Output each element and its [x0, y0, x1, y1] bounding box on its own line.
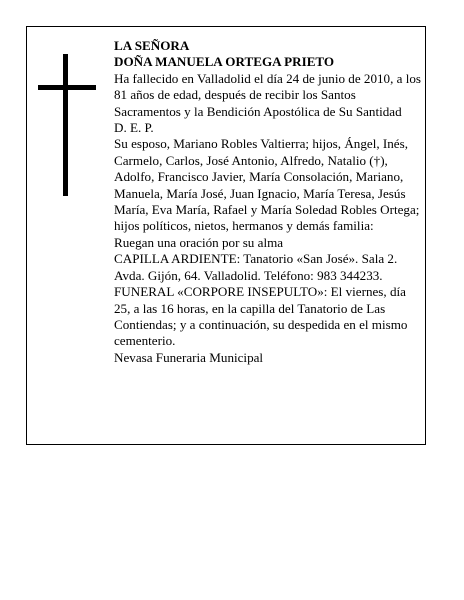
notice-title: LA SEÑORA [114, 38, 190, 53]
prayer-request: Ruegan una oración por su alma [114, 234, 284, 250]
obituary-text [114, 38, 422, 366]
rip-line: D. E. P. [114, 120, 154, 136]
cross-vertical-bar [63, 54, 68, 196]
cross-icon [38, 54, 96, 196]
funeral-home: Nevasa Funeraria Municipal [114, 349, 264, 365]
deceased-name: DOÑA MANUELA ORTEGA PRIETO [114, 54, 335, 70]
chapel-info: CAPILLA ARDIENTE: Tanatorio «San José». Sala 2. Avda. Gijón, 64. Valladolid. Teléfono: 983 344233. [114, 251, 398, 283]
funeral-info: FUNERAL «CORPORE INSEPULTO»: El viernes, día 25, a las 16 horas, en la capilla del Tanatorio de Las Contiendas; y a continuación, su despedida en el mismo cementerio. [114, 284, 408, 349]
death-announcement: Ha fallecido en Valladolid el día 24 de junio de 2010, a los 81 años de edad, después de recibir los Santos Sacramentos y la Bendición Apostólica de Su Santidad [114, 70, 422, 119]
cross-horizontal-bar [38, 85, 96, 90]
family-list: Su esposo, Mariano Robles Valtierra; hijos, Ángel, Inés, Carmelo, Carlos, José Antonio, Alfredo, Natalio (†), Adolfo, Francisco Javier, María Consolación, Mariano, Manuela, María José, Juan Ignacio, María Teresa, Jesús María, Eva María, Rafael y María Soledad Robles Ortega; hijos políticos, nietos, hermanos y demás familia: [114, 136, 420, 234]
